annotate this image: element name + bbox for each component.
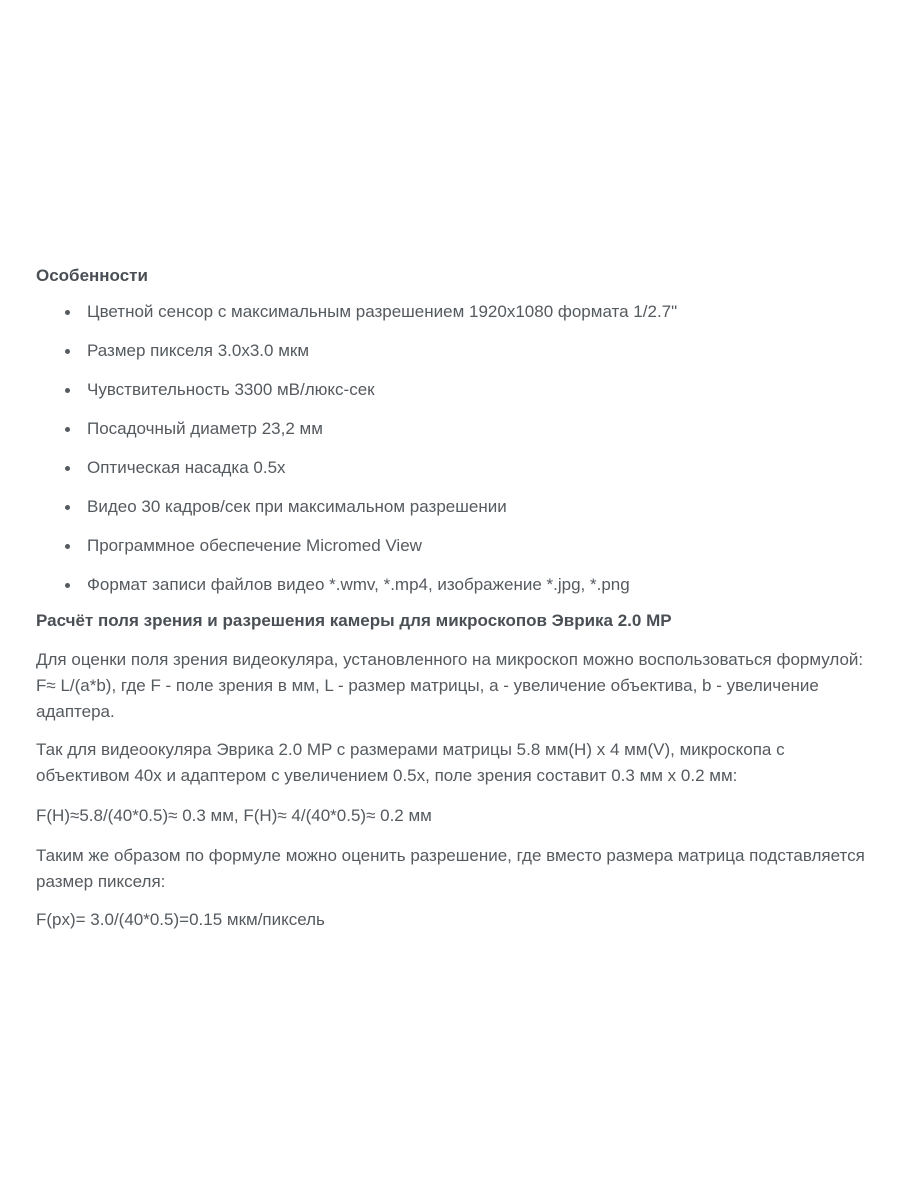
list-item [36, 338, 876, 364]
calculation-intro: Для оценки поля зрения видеокуляра, установленного на микроскоп можно воспользоваться формулой: F≈ L/(a*b), где F - поле зрения в мм, L - размер матрицы, a - увеличение объектива, b - увеличение адаптера. [36, 650, 864, 721]
features-list [36, 299, 876, 598]
bullet-icon [65, 505, 70, 510]
feature-text: Посадочный диаметр 23,2 мм [87, 419, 323, 438]
pixel-resolution-formula: F(px)= 3.0/(40*0.5)=0.15 мкм/пиксель [36, 910, 325, 929]
bullet-icon [65, 310, 70, 315]
list-item [36, 533, 876, 559]
feature-text: Оптическая насадка 0.5х [87, 458, 286, 477]
feature-text: Видео 30 кадров/сек при максимальном разрешении [87, 497, 507, 516]
bullet-icon [65, 544, 70, 549]
bullet-icon [65, 427, 70, 432]
features-heading: Особенности [36, 266, 148, 285]
feature-text: Чувствительность 3300 мВ/люкс-сек [87, 380, 375, 399]
product-description [36, 263, 876, 933]
feature-text: Программное обеспечение Micromed View [87, 536, 422, 555]
feature-text: Размер пикселя 3.0х3.0 мкм [87, 341, 310, 360]
list-item [36, 572, 876, 598]
feature-text: Цветной сенсор с максимальным разрешением 1920х1080 формата 1/2.7" [87, 302, 678, 321]
bullet-icon [65, 388, 70, 393]
bullet-icon [65, 466, 70, 471]
list-item [36, 416, 876, 442]
list-item [36, 494, 876, 520]
list-item [36, 455, 876, 481]
calculation-example: Так для видеоокуляра Эврика 2.0 MP с размерами матрицы 5.8 мм(H) x 4 мм(V), микроскопа с объективом 40х и адаптером с увеличением 0.5х, поле зрения составит 0.3 мм х 0.2 мм: [36, 740, 785, 785]
resolution-text: Таким же образом по формуле можно оценить разрешение, где вместо размера матрица подставляется размер пикселя: [36, 846, 865, 891]
field-of-view-formula: F(H)≈5.8/(40*0.5)≈ 0.3 мм, F(H)≈ 4/(40*0.5)≈ 0.2 мм [36, 806, 432, 825]
calculation-heading: Расчёт поля зрения и разрешения камеры для микроскопов Эврика 2.0 MP [36, 611, 672, 630]
feature-text: Формат записи файлов видео *.wmv, *.mp4, изображение *.jpg, *.png [87, 575, 630, 594]
list-item [36, 377, 876, 403]
bullet-icon [65, 583, 70, 588]
list-item [36, 299, 876, 325]
bullet-icon [65, 349, 70, 354]
